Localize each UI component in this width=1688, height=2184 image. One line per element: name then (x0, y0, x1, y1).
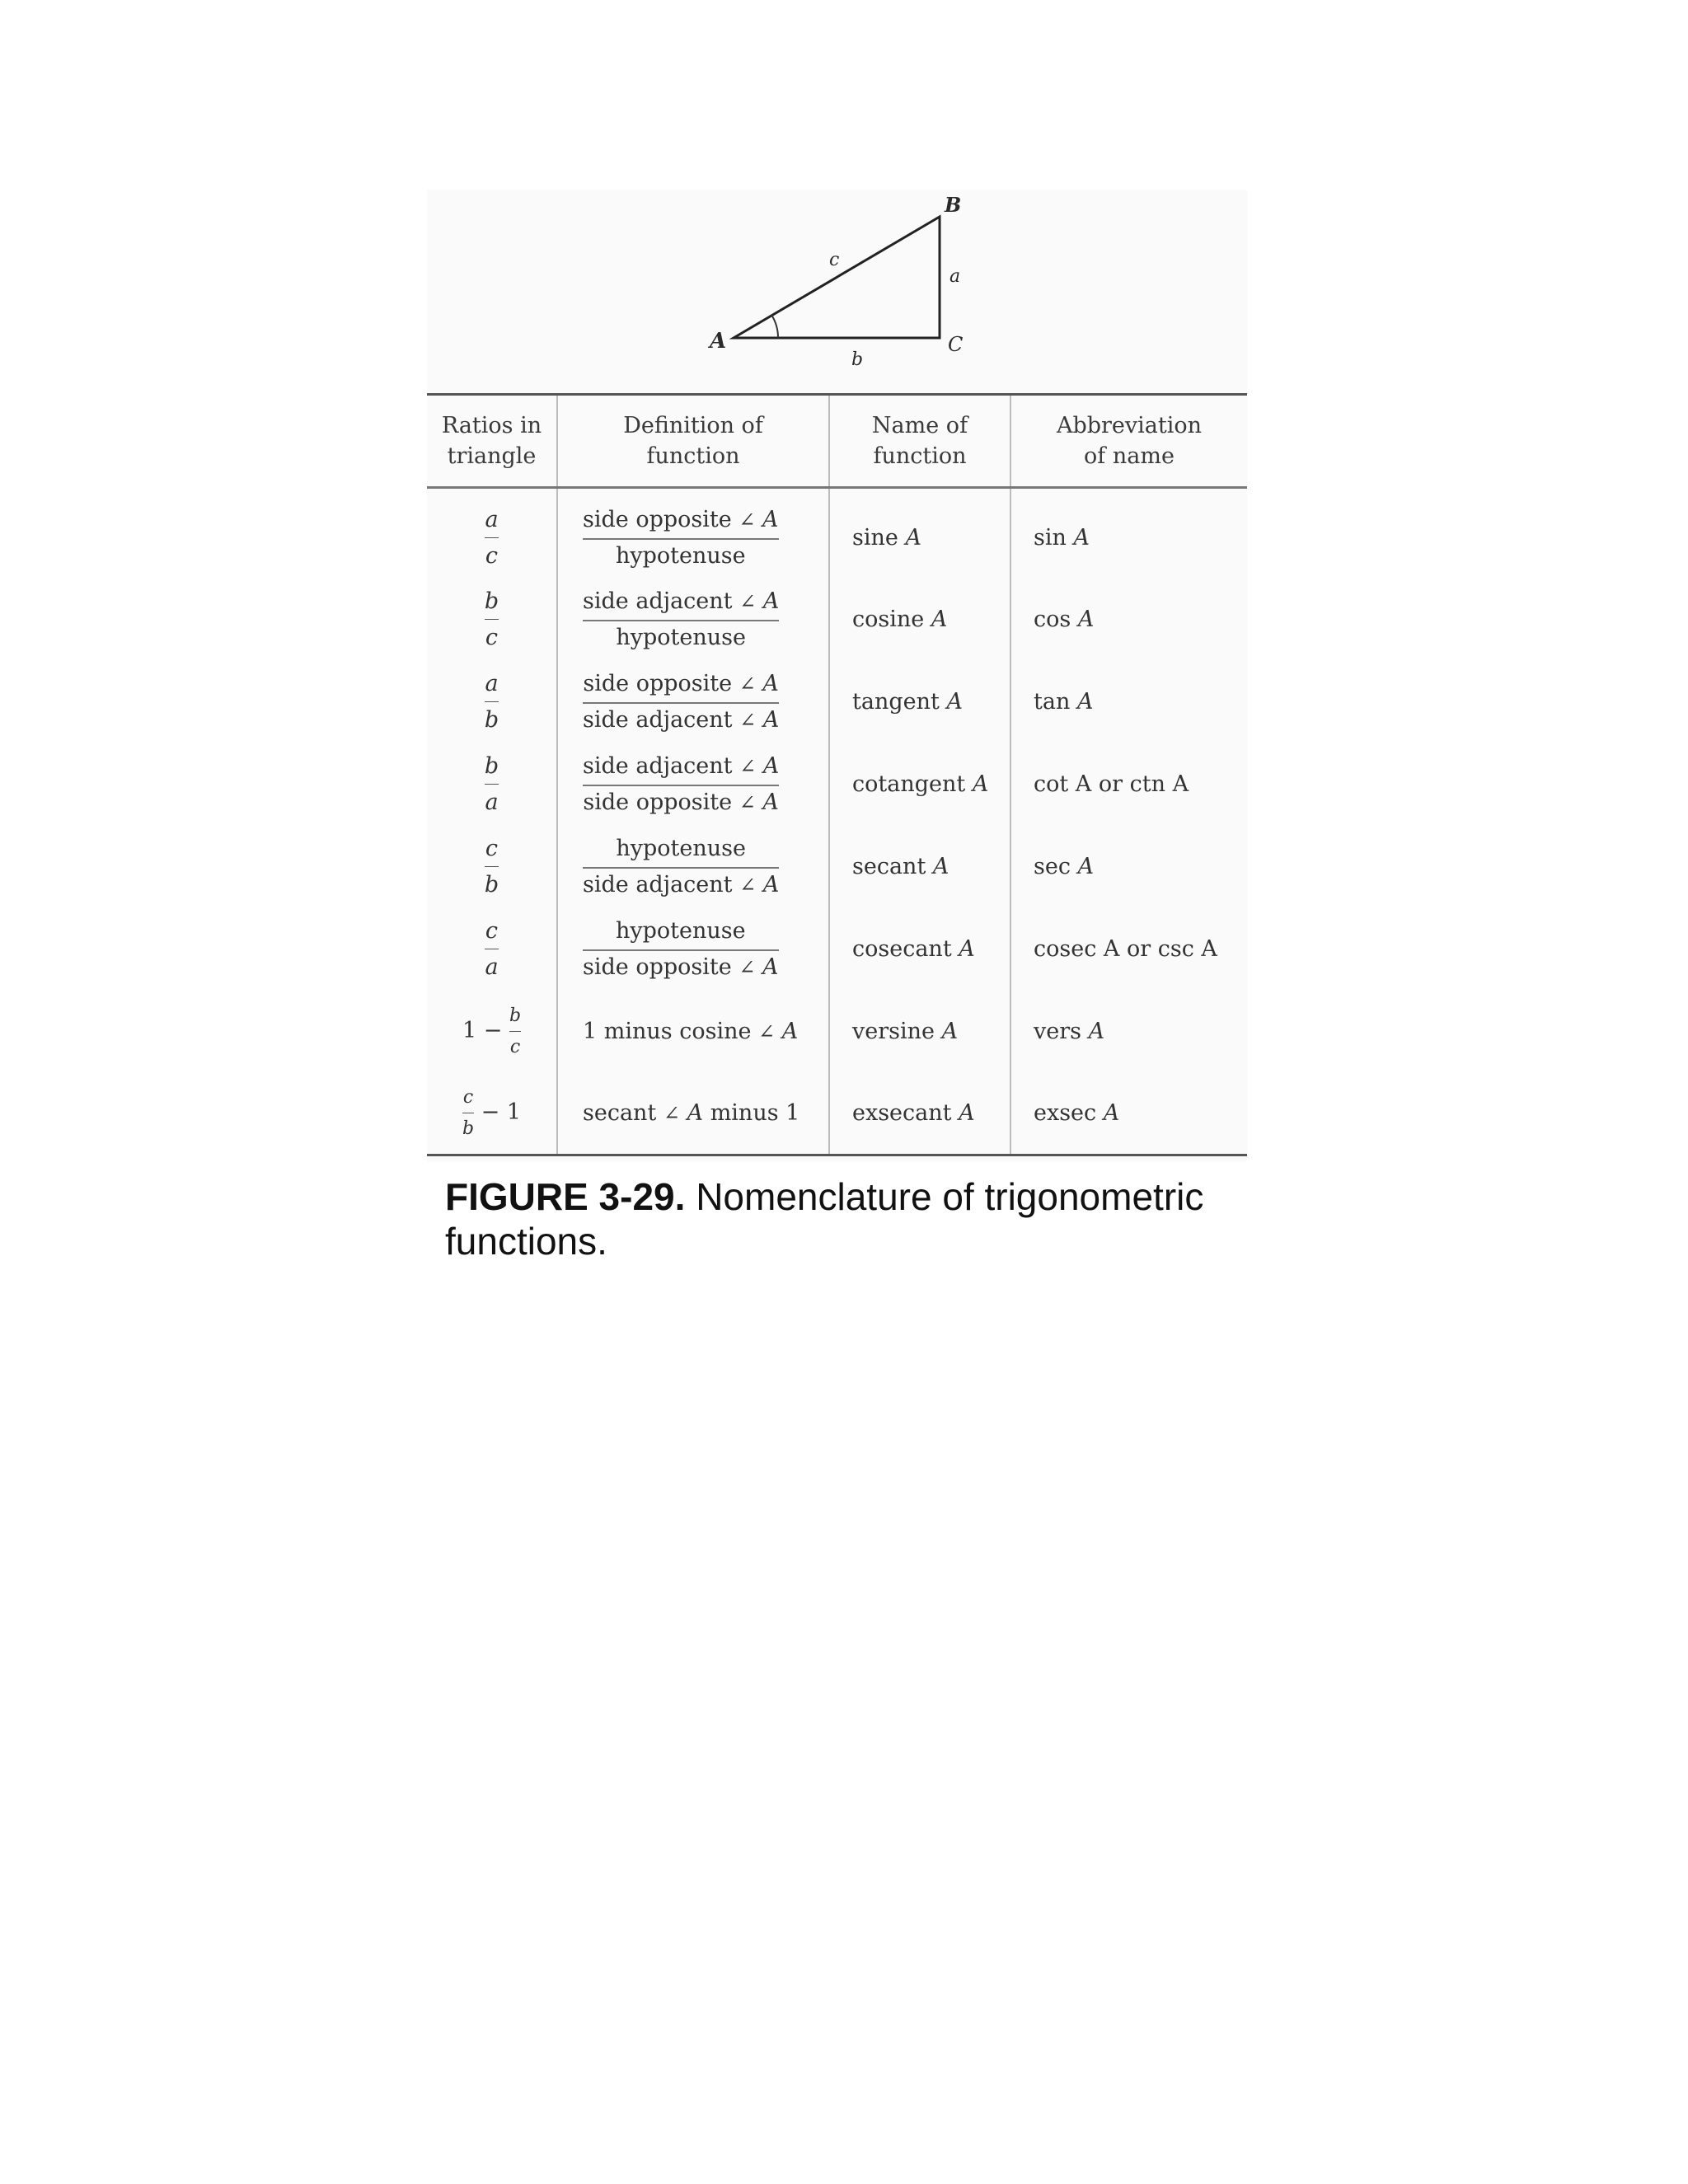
definition-numerator: side opposite ∠ A (583, 671, 779, 696)
function-name: cosecant (852, 936, 952, 962)
function-abbreviation: cot A or ctn A (1034, 771, 1189, 797)
ratio-numerator: c (485, 918, 499, 944)
ratio-denominator: c (509, 1037, 521, 1057)
ratio-numerator: b (484, 588, 499, 614)
angle-vertex: A (946, 689, 963, 715)
table-row (427, 908, 1247, 991)
ratio-fraction (509, 1005, 521, 1057)
function-abbreviation: vers (1034, 1019, 1081, 1044)
ratio-denominator: c (485, 625, 499, 650)
figure (427, 190, 1247, 1162)
angle-vertex: A (1103, 1100, 1120, 1127)
function-name: sine (852, 524, 898, 551)
vertex-label-b: B (945, 193, 962, 217)
ratio-numerator: b (509, 1005, 522, 1026)
function-abbreviation: tan (1034, 689, 1071, 715)
definition-numerator: side opposite ∠ A (583, 506, 779, 532)
angle-vertex: A (1077, 854, 1095, 879)
function-name: secant (852, 854, 926, 879)
table-row (427, 991, 1247, 1073)
angle-symbol: ∠ (663, 1102, 680, 1126)
definition-numerator: side adjacent ∠ A (583, 753, 780, 779)
angle-vertex: A (762, 872, 780, 898)
angle-vertex: A (762, 753, 780, 779)
trig-functions-table (427, 393, 1247, 1156)
fraction-bar (583, 949, 779, 951)
definition-numerator: side adjacent ∠ A (583, 588, 780, 614)
function-name-cell (829, 579, 1010, 661)
fraction-bar (583, 538, 779, 540)
angle-vertex: A (762, 506, 779, 532)
definition-fraction (583, 836, 779, 898)
angle-symbol: ∠ (739, 755, 757, 778)
definition-cell (557, 908, 829, 991)
definition-text: 1 minus cosine ∠ A (583, 1019, 799, 1044)
header-name: Name of function (829, 395, 1010, 488)
function-name-cell (829, 991, 1010, 1073)
definition-cell (557, 1073, 829, 1155)
definition-denominator: side opposite ∠ A (583, 790, 779, 815)
angle-symbol: ∠ (758, 1020, 776, 1043)
ratio-fraction (485, 836, 499, 898)
definition-fraction (583, 671, 779, 733)
definition-cell (557, 826, 829, 908)
angle-symbol: ∠ (739, 874, 757, 897)
table-header-row (427, 395, 1247, 488)
triangle-shape (734, 217, 940, 338)
angle-vertex: A (762, 588, 780, 614)
fraction-bar (485, 784, 499, 785)
ratio-cell (427, 991, 557, 1073)
function-name: versine (852, 1019, 935, 1044)
angle-vertex: A (781, 1019, 799, 1044)
function-name-cell (829, 661, 1010, 743)
ratio-suffix: − 1 (481, 1099, 522, 1126)
fraction-bar (485, 866, 499, 867)
function-name: cosine (852, 607, 925, 632)
angle-vertex: A (941, 1019, 959, 1044)
ratio-cell (427, 743, 557, 826)
ratio-denominator: b (462, 1118, 475, 1140)
fraction-bar (485, 619, 499, 620)
ratio-numerator: c (485, 836, 499, 861)
abbreviation-cell (1010, 908, 1247, 991)
function-abbreviation: exsec (1034, 1100, 1097, 1127)
function-name-cell (829, 908, 1010, 991)
function-name: cotangent (852, 771, 966, 797)
angle-symbol: ∠ (739, 590, 757, 613)
function-abbreviation: cos (1034, 607, 1071, 632)
function-name-cell (829, 743, 1010, 826)
ratio-denominator: a (485, 954, 499, 980)
angle-symbol: ∠ (738, 508, 756, 532)
fraction-bar (583, 867, 779, 869)
definition-denominator: side adjacent ∠ A (583, 872, 780, 898)
definition-numerator: hypotenuse (616, 836, 746, 861)
ratio-numerator: c (462, 1087, 474, 1108)
definition-cell (557, 743, 829, 826)
table-row (427, 826, 1247, 908)
definition-fraction (583, 918, 779, 980)
angle-vertex: A (687, 1100, 704, 1127)
ratio-fraction (485, 671, 499, 733)
side-label-c: c (829, 250, 840, 270)
caption-label: FIGURE 3-29. (445, 1175, 686, 1218)
definition-fraction (583, 588, 779, 650)
table-row (427, 488, 1247, 579)
abbreviation-cell (1010, 991, 1247, 1073)
definition-fraction (583, 753, 779, 815)
definition-fraction (583, 507, 779, 569)
fraction-bar (485, 537, 498, 538)
definition-cell (557, 579, 829, 661)
ratio-prefix: 1 − (462, 1018, 503, 1043)
angle-vertex: A (762, 671, 779, 696)
angle-vertex: A (1073, 524, 1090, 551)
angle-arc (771, 315, 778, 338)
angle-symbol: ∠ (738, 956, 756, 979)
vertex-label-a: A (710, 329, 727, 354)
angle-vertex: A (1076, 689, 1094, 715)
definition-cell (557, 661, 829, 743)
abbreviation-cell (1010, 488, 1247, 579)
function-name-cell (829, 826, 1010, 908)
table-row (427, 661, 1247, 743)
fraction-bar (509, 1031, 521, 1032)
angle-vertex: A (1088, 1019, 1105, 1044)
definition-denominator: hypotenuse (615, 542, 746, 569)
fraction-bar (583, 620, 779, 621)
angle-vertex: A (959, 1100, 975, 1127)
function-name-cell (829, 1073, 1010, 1155)
ratio-fraction (485, 753, 499, 815)
right-triangle-diagram (427, 190, 1247, 387)
angle-vertex: A (972, 771, 989, 797)
ratio-denominator: c (485, 542, 499, 569)
function-abbreviation: cosec A or csc A (1034, 936, 1217, 962)
header-definition: Definition of function (557, 395, 829, 488)
angle-vertex: A (762, 707, 780, 733)
header-ratios: Ratios in triangle (441, 413, 542, 469)
function-name: tangent (852, 689, 940, 715)
caption-text: Nomenclature of trigonometric functions. (445, 1175, 1204, 1263)
ratio-denominator: b (484, 872, 499, 898)
figure-caption (445, 1174, 1269, 1263)
header-abbreviation: Abbreviation of name (1010, 395, 1247, 488)
ratio-fraction (485, 918, 498, 980)
angle-symbol: ∠ (738, 673, 756, 696)
fraction-bar (583, 785, 779, 786)
definition-text: secant ∠ A minus 1 (583, 1100, 800, 1127)
angle-vertex: A (762, 790, 779, 815)
angle-symbol: ∠ (738, 791, 756, 814)
side-label-a: a (950, 266, 961, 287)
abbreviation-cell (1010, 826, 1247, 908)
function-name: exsecant (852, 1100, 952, 1127)
ratio-cell (427, 826, 557, 908)
angle-vertex: A (762, 954, 779, 980)
ratio-cell (427, 908, 557, 991)
ratio-cell (427, 1073, 557, 1155)
definition-denominator: side adjacent ∠ A (583, 707, 780, 733)
ratio-fraction (485, 588, 499, 650)
definition-denominator: side opposite ∠ A (583, 954, 779, 980)
abbreviation-cell (1010, 743, 1247, 826)
vertex-label-c: C (948, 333, 964, 356)
ratio-fraction (485, 507, 498, 569)
angle-vertex: A (959, 936, 975, 962)
definition-cell (557, 488, 829, 579)
definition-cell (557, 991, 829, 1073)
abbreviation-cell (1010, 661, 1247, 743)
ratio-cell (427, 579, 557, 661)
fraction-bar (583, 702, 779, 704)
ratio-cell (427, 488, 557, 579)
fraction-bar (485, 701, 499, 702)
table-row (427, 579, 1247, 661)
function-name-cell (829, 488, 1010, 579)
ratio-fraction (462, 1087, 474, 1139)
definition-denominator: hypotenuse (616, 625, 746, 650)
ratio-denominator: b (484, 707, 499, 733)
ratio-numerator: a (485, 671, 499, 696)
abbreviation-cell (1010, 1073, 1247, 1155)
table-body (427, 488, 1247, 1155)
ratio-cell (427, 661, 557, 743)
table-row (427, 743, 1247, 826)
ratio-denominator: a (485, 790, 499, 815)
function-abbreviation: sin (1034, 524, 1067, 551)
angle-vertex: A (1077, 607, 1095, 632)
function-abbreviation: sec (1034, 854, 1071, 879)
angle-vertex: A (905, 524, 921, 551)
ratio-numerator: a (485, 506, 499, 532)
table-row (427, 1073, 1247, 1155)
ratio-numerator: b (484, 753, 499, 779)
angle-symbol: ∠ (739, 709, 757, 732)
abbreviation-cell (1010, 579, 1247, 661)
side-label-b: b (851, 349, 864, 370)
angle-vertex: A (931, 607, 948, 632)
definition-numerator: hypotenuse (615, 918, 746, 944)
angle-vertex: A (932, 854, 950, 879)
